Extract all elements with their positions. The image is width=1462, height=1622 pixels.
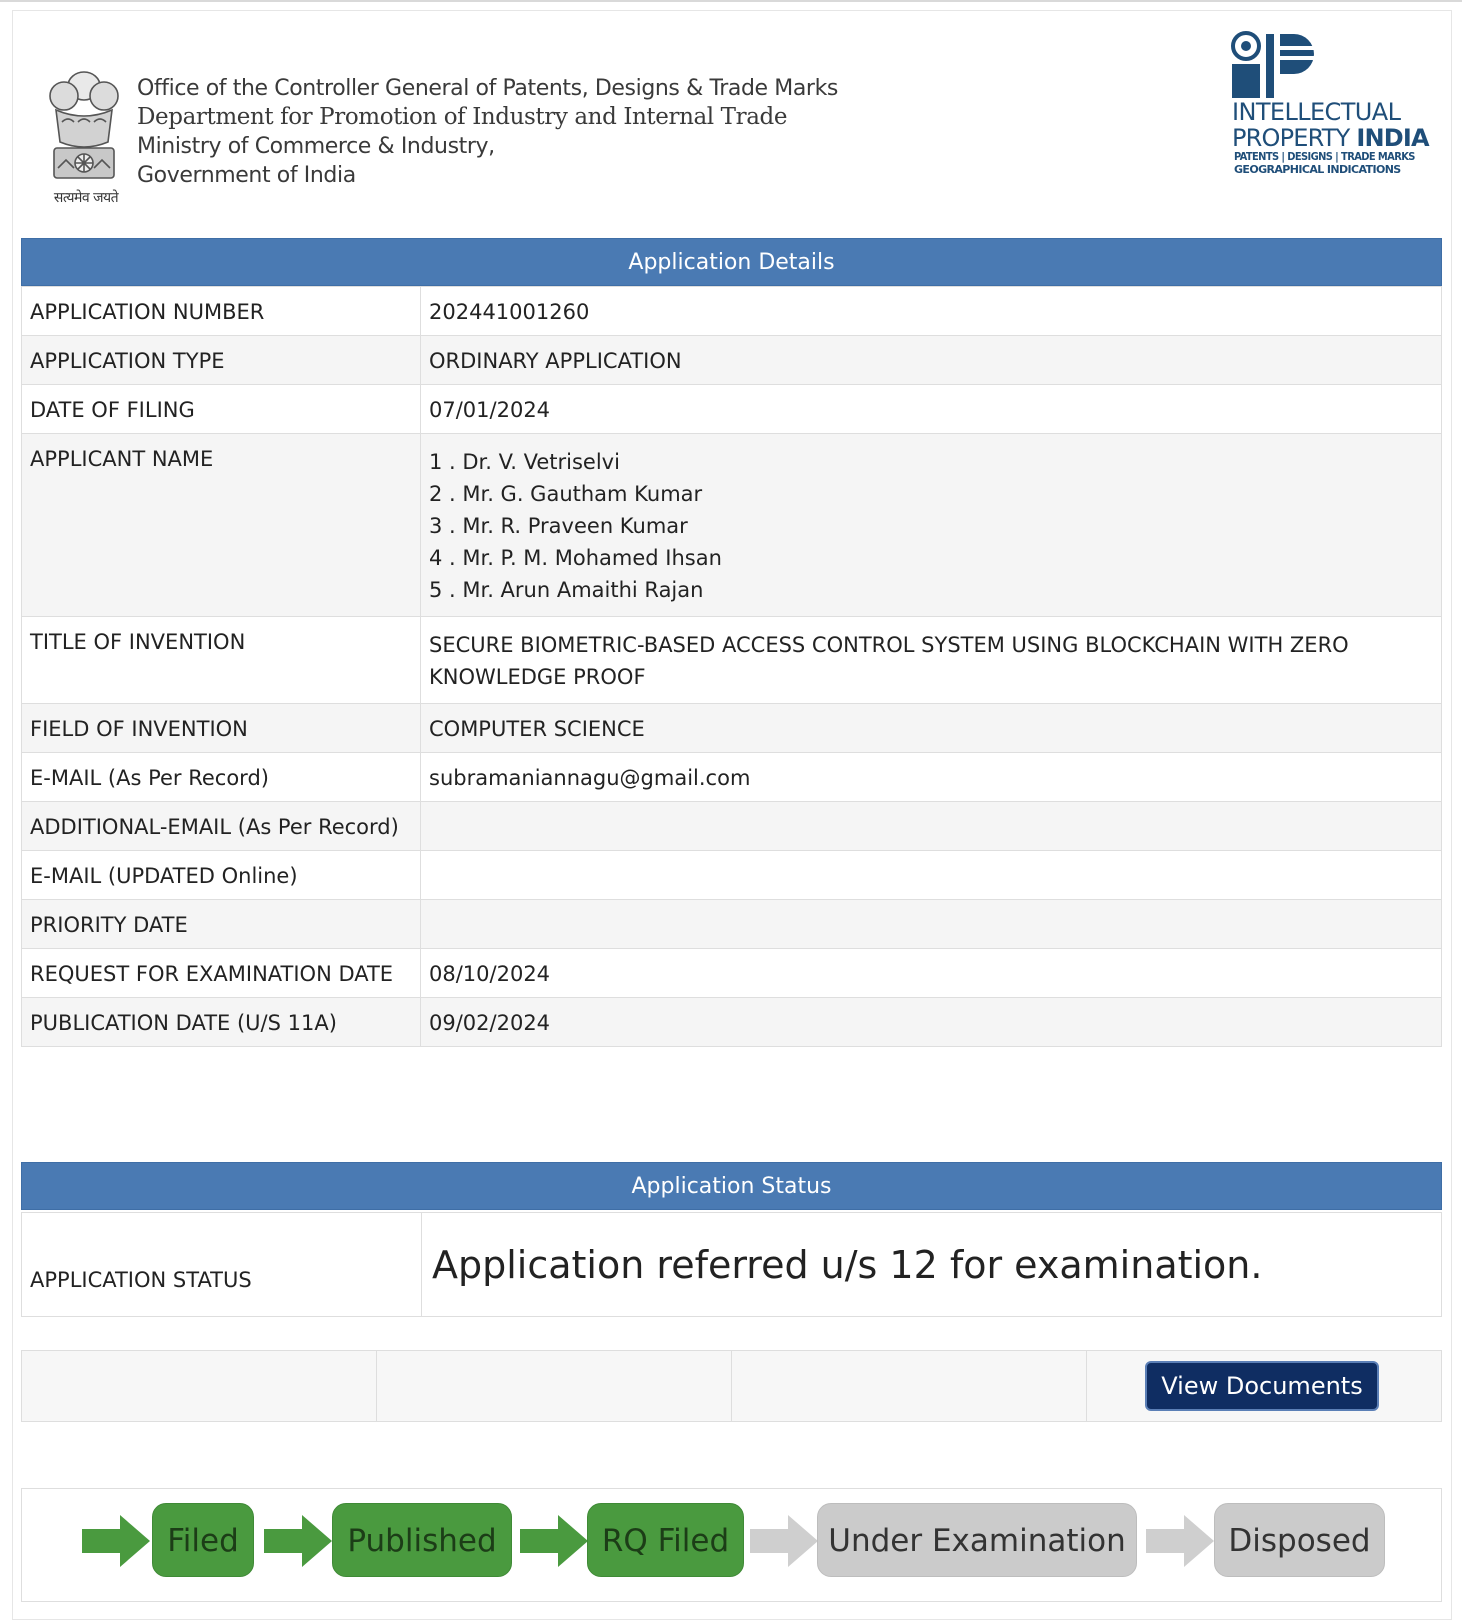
logo-line-2b: INDIA <box>1356 124 1429 152</box>
table-row <box>22 753 1442 802</box>
application-number-value: 202441001260 <box>421 287 1442 336</box>
office-line-2: Department for Promotion of Industry and Internal Trade <box>137 104 788 130</box>
row-label: REQUEST FOR EXAMINATION DATE <box>22 949 421 998</box>
applicant-name: 2 . Mr. G. Gautham Kumar <box>429 482 703 506</box>
applicant-name: 1 . Dr. V. Vetriselvi <box>429 450 620 474</box>
logo-line-2a: PROPERTY <box>1232 124 1357 152</box>
table-row <box>22 704 1442 753</box>
documents-cell <box>732 1351 1087 1421</box>
documents-row <box>21 1350 1442 1422</box>
tracker-step-disposed: Disposed <box>1214 1503 1385 1577</box>
status-value: Application referred u/s 12 for examination. <box>422 1213 1442 1317</box>
application-status-header: Application Status <box>21 1162 1442 1210</box>
examination-request-date-value: 08/10/2024 <box>421 949 1442 998</box>
office-line-4: Government of India <box>137 163 356 188</box>
row-label: DATE OF FILING <box>22 385 421 434</box>
arrow-right-icon <box>80 1511 152 1571</box>
priority-date-value <box>421 900 1442 949</box>
application-details-table <box>21 286 1442 1047</box>
table-row <box>22 900 1442 949</box>
documents-cell <box>377 1351 732 1421</box>
row-label: APPLICANT NAME <box>22 434 421 617</box>
applicant-names <box>421 434 1442 617</box>
table-row <box>22 1213 1442 1317</box>
status-label: APPLICATION STATUS <box>22 1213 422 1317</box>
emblem-icon <box>42 64 126 208</box>
application-type-value: ORDINARY APPLICATION <box>421 336 1442 385</box>
row-label: E-MAIL (UPDATED Online) <box>22 851 421 900</box>
logo-line-2 <box>1232 124 1429 152</box>
office-title-block <box>137 74 897 190</box>
filing-date-value: 07/01/2024 <box>421 385 1442 434</box>
application-details-header: Application Details <box>21 238 1442 286</box>
row-label: PUBLICATION DATE (U/S 11A) <box>22 998 421 1047</box>
application-status-table <box>21 1212 1442 1317</box>
updated-email-value <box>421 851 1442 900</box>
tracker-step-under-examination: Under Examination <box>817 1503 1137 1577</box>
email-value: subramaniannagu@gmail.com <box>421 753 1442 802</box>
applicant-name: 4 . Mr. P. M. Mohamed Ihsan <box>429 546 722 570</box>
arrow-right-icon <box>262 1511 334 1571</box>
applicant-name: 5 . Mr. Arun Amaithi Rajan <box>429 578 704 602</box>
invention-field-value: COMPUTER SCIENCE <box>421 704 1442 753</box>
arrow-right-icon <box>1144 1511 1216 1571</box>
table-row <box>22 385 1442 434</box>
publication-date-value: 09/02/2024 <box>421 998 1442 1047</box>
arrow-right-icon <box>748 1511 820 1571</box>
table-row <box>22 434 1442 617</box>
table-row <box>22 336 1442 385</box>
row-label: ADDITIONAL-EMAIL (As Per Record) <box>22 802 421 851</box>
top-rule <box>0 0 1462 2</box>
arrow-right-icon <box>518 1511 590 1571</box>
emblem-caption: सत्यमेव जयते <box>53 190 119 206</box>
table-row <box>22 617 1442 704</box>
tracker-step-rq-filed: RQ Filed <box>587 1503 744 1577</box>
invention-title-value: SECURE BIOMETRIC-BASED ACCESS CONTROL SYSTEM USING BLOCKCHAIN WITH ZERO KNOWLEDGE PROOF <box>421 617 1442 704</box>
logo-line-3: PATENTS | DESIGNS | TRADE MARKS <box>1234 150 1415 163</box>
tracker-step-published: Published <box>332 1503 512 1577</box>
row-label: E-MAIL (As Per Record) <box>22 753 421 802</box>
row-label: PRIORITY DATE <box>22 900 421 949</box>
table-row <box>22 851 1442 900</box>
documents-cell <box>1087 1351 1441 1421</box>
table-row <box>22 287 1442 336</box>
table-row <box>22 802 1442 851</box>
logo-line-4: GEOGRAPHICAL INDICATIONS <box>1234 163 1401 176</box>
status-tracker <box>21 1488 1442 1602</box>
row-label: APPLICATION NUMBER <box>22 287 421 336</box>
logo-line-1: INTELLECTUAL <box>1232 98 1401 126</box>
row-label: TITLE OF INVENTION <box>22 617 421 704</box>
additional-email-value <box>421 802 1442 851</box>
office-line-1: Office of the Controller General of Patents, Designs & Trade Marks <box>137 76 838 101</box>
row-label: FIELD OF INVENTION <box>22 704 421 753</box>
table-row <box>22 998 1442 1047</box>
tracker-step-filed: Filed <box>152 1503 254 1577</box>
view-documents-button[interactable]: View Documents <box>1145 1361 1379 1411</box>
documents-cell <box>22 1351 377 1421</box>
table-row <box>22 949 1442 998</box>
row-label: APPLICATION TYPE <box>22 336 421 385</box>
office-line-3: Ministry of Commerce & Industry, <box>137 134 495 159</box>
applicant-name: 3 . Mr. R. Praveen Kumar <box>429 514 688 538</box>
